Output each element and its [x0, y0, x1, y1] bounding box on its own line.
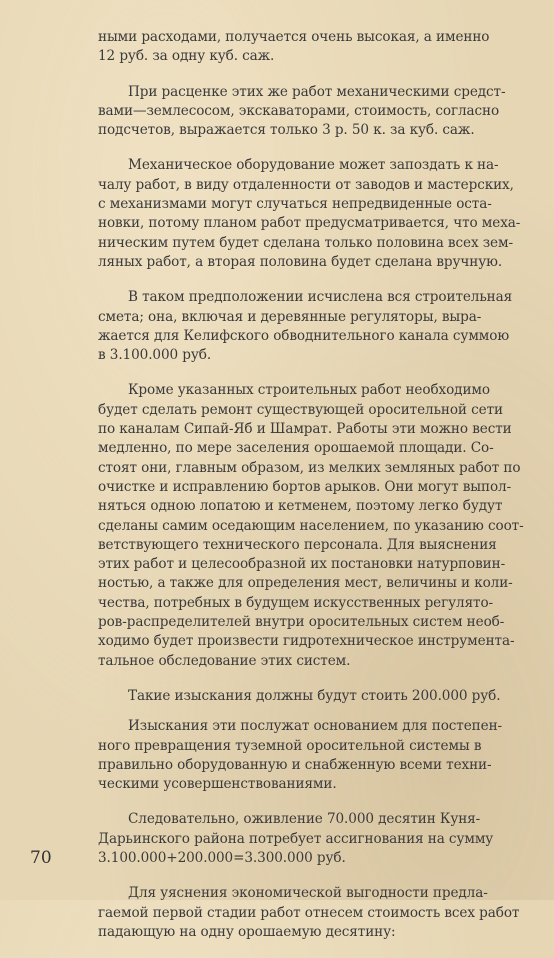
text-line: ческими усовершенствованиями.	[98, 776, 337, 793]
paragraph-4	[98, 381, 526, 670]
text-line: будет сделать ремонт существующей оросительной сети	[98, 401, 503, 418]
paragraph-8	[98, 884, 526, 942]
text-line: ветствующего технического персонала. Для выяснения	[98, 536, 497, 553]
text-line: правильно оборудованную и снабженную всеми техни-	[98, 756, 492, 773]
text-line: ностью, а также для определения мест, величины и коли-	[98, 575, 513, 592]
paragraph-7	[98, 810, 526, 868]
text-line: чества, потребных в будущем искусственных регулято-	[98, 594, 494, 611]
paragraph-6	[98, 717, 526, 794]
paragraph-0	[98, 28, 526, 67]
paragraph-5	[98, 687, 526, 706]
text-line: Для уяснения экономической выгодности предла-	[128, 885, 488, 902]
text-line: новки, потому планом работ предусматривается, что меха-	[98, 215, 521, 232]
text-line: ными расходами, получается очень высокая, а именно	[98, 29, 490, 45]
text-line: При расценке этих же работ механическими средст-	[128, 83, 506, 100]
text-line: ного превращения туземной оросительной системы в	[98, 737, 482, 754]
text-line: очистке и исправлению бортов арыков. Они могут выпол-	[98, 478, 512, 495]
text-line: ляных работ, а вторая половина будет сделана вручную.	[98, 253, 503, 270]
text-line: Следовательно, оживление 70.000 десятин Куня-	[128, 811, 481, 828]
text-line: 12 руб. за одну куб. саж.	[98, 48, 275, 65]
text-line: этих работ и целесообразной их постановки натурповин-	[98, 556, 506, 573]
text-line: гаемой первой стадии работ отнесем стоимость всех работ	[98, 904, 520, 921]
page-number: 70	[30, 848, 52, 868]
paragraph-3	[98, 288, 526, 365]
text-line: Дарьинского района потребует ассигнования на сумму	[98, 830, 494, 847]
text-line: ническим путем будет сделана только половина всех зем-	[98, 234, 513, 251]
text-line: тальное обследование этих систем.	[98, 652, 351, 669]
text-line: ходимо будет произвести гидротехническое инструмента-	[98, 633, 515, 650]
paragraph-2	[98, 156, 526, 272]
text-line: медленно, по мере заселения орошаемой площади. Со-	[98, 440, 494, 457]
text-line: сделаны самим оседающим населением, по указанию соот-	[98, 517, 524, 534]
text-line: по каналам Сипай-Яб и Шамрат. Работы эти можно вести	[98, 421, 512, 438]
text-line: с механизмами могут случаться непредвиденные оста-	[98, 196, 492, 213]
text-line: смета; она, включая и деревянные регуляторы, выра-	[98, 308, 482, 325]
text-line: ров-распределителей внутри оросительных систем необ-	[98, 614, 505, 631]
text-line: вами—землесосом, экскаваторами, стоимость, согласно	[98, 102, 500, 119]
text-line: в 3.100.000 руб.	[98, 347, 212, 364]
text-column	[98, 28, 526, 958]
text-line: стоят они, главным образом, из мелких земляных работ по	[98, 459, 521, 476]
paragraph-1	[98, 83, 526, 141]
text-line: чалу работ, в виду отдаленности от заводов и мастерских,	[98, 176, 514, 193]
text-line: Изыскания эти послужат основанием для постепен-	[128, 718, 503, 735]
text-line: Такие изыскания должны будут стоить 200.000 руб.	[128, 687, 501, 704]
text-line: жается для Келифского обводнительного канала суммою	[98, 327, 510, 344]
text-line: В таком предположении исчислена вся строительная	[128, 289, 513, 306]
text-line: подсчетов, выражается только 3 р. 50 к. за куб. саж.	[98, 122, 475, 139]
text-line: 3.100.000+200.000=3.300.000 руб.	[98, 849, 346, 866]
text-line: няться одною лопатою и кетменем, поэтому легко будут	[98, 498, 503, 515]
text-line: Механическое оборудование может запоздать к на-	[128, 157, 499, 174]
text-line: падающую на одну орошаемую десятину:	[98, 923, 396, 940]
text-line: Кроме указанных строительных работ необходимо	[128, 382, 490, 399]
